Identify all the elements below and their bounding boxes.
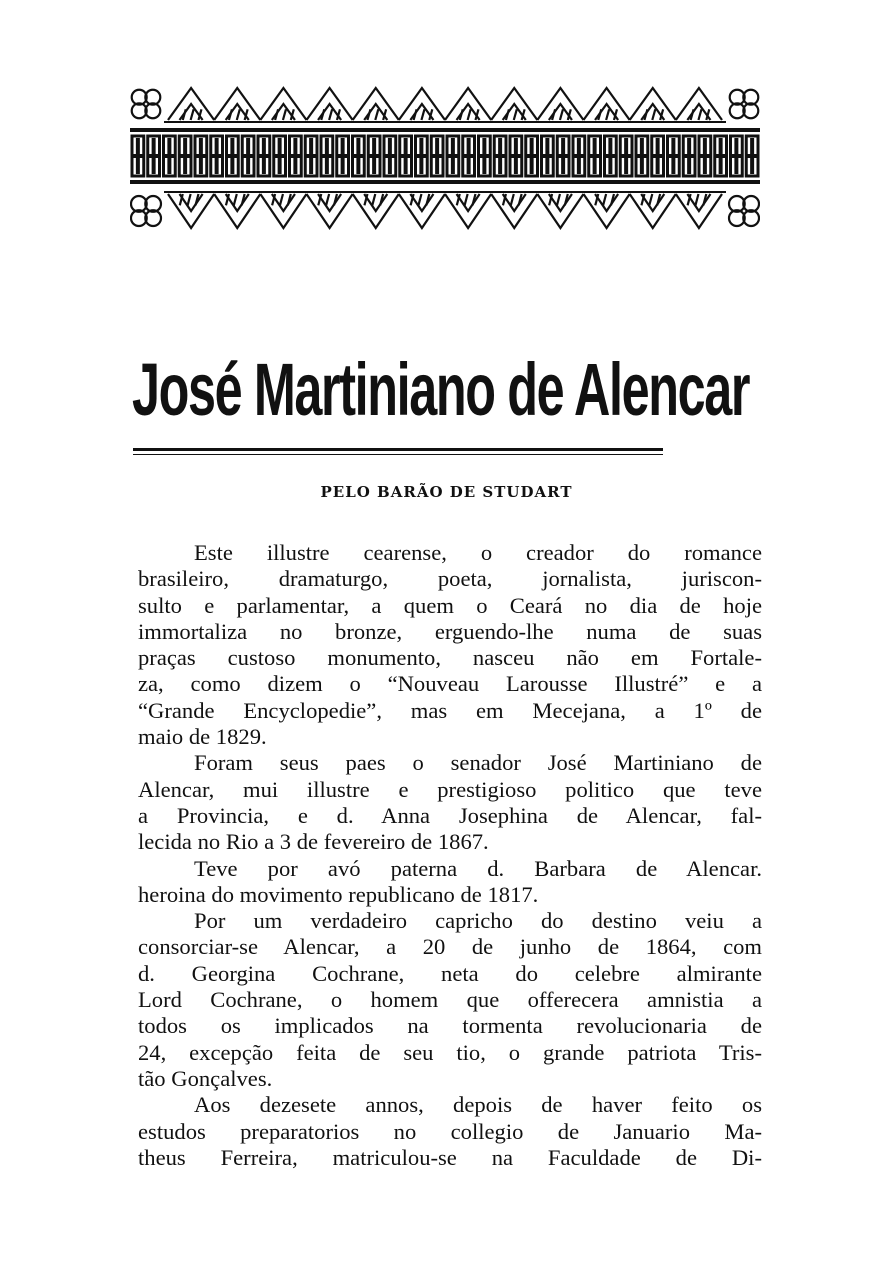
lattice-motif: [620, 136, 632, 176]
ornament-motif: [445, 88, 491, 120]
ornament-motif: [214, 194, 260, 228]
ornament-motif: [676, 88, 722, 120]
lattice-motif: [132, 136, 144, 176]
lattice-motif: [368, 136, 380, 176]
ornament-motif: [307, 88, 353, 120]
lattice-motif: [258, 136, 270, 176]
lattice-motif: [542, 136, 554, 176]
text-line: lecida no Rio a 3 de fevereiro de 1867.: [138, 829, 489, 855]
lattice-motif: [195, 136, 207, 176]
ornament-motif: [537, 88, 583, 120]
lattice-motif: [605, 136, 617, 176]
middle-ornament-band: [130, 128, 760, 184]
lattice-motif: [179, 136, 191, 176]
lattice-motif: [557, 136, 569, 176]
text-line: heroina do movimento republicano de 1817.: [138, 881, 539, 907]
rosette-icon: [730, 90, 759, 119]
text-line: “Grande Encyclopedie”, mas em Mecejana, a 1º de: [138, 697, 762, 723]
ornament-motif: [168, 88, 214, 120]
lattice-motif: [683, 136, 695, 176]
lattice-motif: [416, 136, 428, 176]
lattice-motif: [699, 136, 711, 176]
ornament-motif: [630, 194, 676, 228]
ornament-motif: [630, 88, 676, 120]
lattice-motif: [589, 136, 601, 176]
text-line: a Provincia, e d. Anna Josephina de Alencar, fal-: [138, 802, 762, 828]
ornament-motif: [353, 194, 399, 228]
lattice-motif: [746, 136, 758, 176]
lattice-motif: [668, 136, 680, 176]
article-body: [138, 540, 762, 1171]
lattice-motif: [290, 136, 302, 176]
rosette-icon: [132, 90, 161, 119]
text-line: tão Gonçalves.: [138, 1065, 273, 1091]
ornament-motif: [584, 88, 630, 120]
ornament-motif: [491, 194, 537, 228]
lattice-motif: [479, 136, 491, 176]
ornament-motif: [307, 194, 353, 228]
ornament-motif: [260, 88, 306, 120]
text-line: d. Georgina Cochrane, neta do celebre almirante: [138, 960, 762, 986]
lattice-motif: [715, 136, 727, 176]
text-line: theus Ferreira, matriculou-se na Faculdade de Di-: [138, 1144, 762, 1170]
text-line: sulto e parlamentar, a quem o Ceará no dia de hoje: [138, 592, 762, 618]
text-line: brasileiro, dramaturgo, poeta, jornalista, juriscon-: [138, 566, 762, 592]
ornament-motif: [260, 194, 306, 228]
text-line: Por um verdadeiro capricho do destino veiu a: [194, 908, 762, 934]
title-rule-thick: [133, 448, 663, 451]
page-title: José Martiniano de Alencar: [132, 348, 750, 431]
text-line: maio de 1829.: [138, 724, 267, 750]
lattice-motif: [321, 136, 333, 176]
ornament-motif: [214, 88, 260, 120]
ornament-motif: [399, 88, 445, 120]
bottom-ornament-band: [130, 190, 760, 232]
lattice-motif: [242, 136, 254, 176]
ornament-motif: [353, 88, 399, 120]
lattice-motif: [526, 136, 538, 176]
text-line: Alencar, mui illustre e prestigioso politico que teve: [138, 776, 762, 802]
ornament-motif: [399, 194, 445, 228]
rosette-icon: [131, 196, 161, 226]
lattice-motif: [337, 136, 349, 176]
text-line: za, como dizem o “Nouveau Larousse Illustré” e a: [138, 671, 762, 697]
text-line: Lord Cochrane, o homem que offerecera amnistia a: [138, 987, 762, 1013]
lattice-motif: [731, 136, 743, 176]
lattice-motif: [384, 136, 396, 176]
lattice-motif: [510, 136, 522, 176]
title-rule-thin: [133, 454, 663, 455]
top-ornament-band: [130, 84, 760, 124]
lattice-motif: [148, 136, 160, 176]
lattice-motif: [400, 136, 412, 176]
lattice-motif: [573, 136, 585, 176]
text-line: praças custoso monumento, nasceu não em Fortale-: [138, 645, 762, 671]
lattice-motif: [447, 136, 459, 176]
text-line: Foram seus paes o senador José Martiniano de: [194, 750, 762, 776]
lattice-motif: [494, 136, 506, 176]
lattice-motif: [353, 136, 365, 176]
text-line: estudos preparatorios no collegio de Januario Ma-: [138, 1118, 762, 1144]
lattice-motif: [274, 136, 286, 176]
text-line: todos os implicados na tormenta revolucionaria de: [138, 1013, 762, 1039]
text-line: Teve por avó paterna d. Barbara de Alencar.: [194, 855, 762, 881]
lattice-motif: [227, 136, 239, 176]
lattice-motif: [636, 136, 648, 176]
ornament-motif: [445, 194, 491, 228]
text-line: Este illustre cearense, o creador do romance: [194, 540, 762, 565]
lattice-motif: [164, 136, 176, 176]
text-line: Aos dezesete annos, depois de haver feito os: [194, 1092, 762, 1118]
ornament-motif: [491, 88, 537, 120]
text-line: consorciar-se Alencar, a 20 de junho de 1864, com: [138, 934, 762, 960]
text-line: immortaliza no bronze, erguendo-lhe numa de suas: [138, 618, 762, 644]
author-byline: PELO BARÃO DE STUDART: [320, 483, 573, 501]
lattice-motif: [652, 136, 664, 176]
text-line: 24, excepção feita de seu tio, o grande patriota Tris-: [138, 1039, 762, 1065]
ornament-motif: [537, 194, 583, 228]
lattice-motif: [463, 136, 475, 176]
lattice-motif: [305, 136, 317, 176]
lattice-motif: [211, 136, 223, 176]
rosette-icon: [729, 196, 759, 226]
lattice-motif: [431, 136, 443, 176]
ornament-motif: [676, 194, 722, 228]
ornament-motif: [168, 194, 214, 228]
ornament-motif: [584, 194, 630, 228]
